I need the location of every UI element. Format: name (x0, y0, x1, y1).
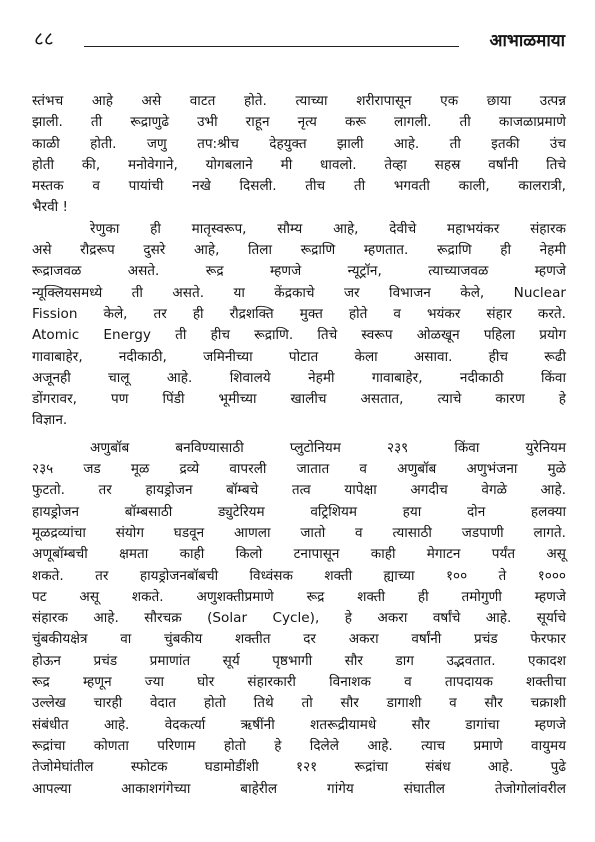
text-line: आपल्या आकाशगंगेच्या बाहेरील गांगेय संघातील तेजोगोलांवरील (32, 780, 566, 797)
text-line: मस्तक व पायांची नखे दिसली. तीच ती भगवती काली, कालरात्री, (32, 178, 566, 195)
text-line: काळी होती. जणु तप:श्रीच देहयुक्त झाली आहे. ती इतकी उंच (32, 135, 566, 152)
text-line: Fission केले, तर ही रौद्रशक्ति मुक्त होते व भयंकर संहार करते. (32, 305, 566, 322)
text-line: होती की, मनोवेगाने, योगबलाने मी धावलो. तेव्हा सहस्र वर्षांनी तिचे (32, 156, 566, 173)
text-line: शकते. तर हायड्रोजनबॉबची विध्वंसक शक्ती ह्याच्या १०० ते १००० (32, 567, 566, 584)
text-line: रूद्र म्हणून ज्या घोर संहारकारी विनाशक व तापदायक शक्तीचा (32, 674, 566, 691)
running-title: आभाळमाया (489, 31, 565, 51)
text-line: अणुबॉब बनविण्यासाठी प्लुटोनियम २३९ किंवा युरेनियम (90, 439, 566, 456)
text-line: न्यूक्लियसमध्ये ती असते. या केंद्रकाचे जर विभाजन केले, Nuclear (32, 284, 566, 301)
text-line: पट असू शकते. अणुशक्तीप्रमाणे रूद्र शक्ती ही तमोगुणी म्हणजे (32, 588, 566, 605)
text-line: फुटतो. तर हायड्रोजन बॉम्बचे तत्व यापेक्षा अगदीच वेगळे आहे. (32, 482, 566, 499)
text-line: स्तंभच आहे असे वाटत होते. त्याच्या शरीरापासून एक छाया उत्पन्न (32, 93, 566, 109)
text-line: होऊन प्रचंड प्रमाणांत सूर्य पृष्ठभागी सौर डाग उद्भवतात. एकादश (32, 652, 566, 669)
text-line: झाली. ती रूद्राणुढे उभी राहून नृत्य करू लागली. ती काजळाप्रमाणे (32, 114, 566, 131)
text-line: संहारक आहे. सौरचक्र (Solar Cycle), हे अकरा वर्षांचे आहे. सूर्याचे (32, 610, 566, 627)
text-line: चुंबकीयक्षेत्र वा चुंबकीय शक्तीत दर अकरा वर्षांनी प्रचंड फेरफार (32, 631, 566, 648)
page-number: ८८ (34, 28, 54, 50)
text-line: २३५ जड मूळ द्रव्ये वापरली जातात व अणुबॉब अणुभंजना मुळे (32, 461, 566, 478)
text-line: भैरवी ! (32, 199, 68, 216)
text-line: अणूबॉम्बची क्षमता काही किलो टनापासून काही मेगाटन पर्यंत असू (32, 546, 566, 563)
text-line: गावाबाहेर, नदीकाठी, जमिनीच्या पोटात केला असावा. हीच रूढी (32, 348, 566, 365)
text-line: मूळद्रव्यांचा संयोग घडवून आणला जातो व त्यासाठी जडपाणी लागते. (32, 524, 566, 541)
text-line: हायड्रोजन बॉम्बसाठी ड्युटेरियम वट्रिशियम हया दोन हलक्या (32, 503, 566, 520)
text-line: तेजोमेघांतील स्फोटक घडामोडींशी १२१ रूद्रांचा संबंध आहे. पुढे (32, 759, 566, 776)
text-line: असे रौद्ररूप दुसरे आहे, तिला रूद्राणि म्हणतात. रूद्राणि ही नेहमी (32, 242, 566, 259)
text-line: रेणुका ही मातृस्वरूप, सौम्य आहे, देवीचे महाभयंकर संहारक (90, 220, 566, 237)
body-text (32, 91, 566, 800)
header-rule (84, 46, 459, 47)
text-line: उल्लेख चारही वेदात होतो तिथे तो सौर डागाशी व सौर चक्राशी (32, 695, 566, 712)
text-line: रूद्राजवळ असते. रूद्र म्हणजे न्यूट्रॉन, त्याच्याजवळ म्हणजे (32, 263, 566, 280)
text-line: अजूनही चालू आहे. शिवालये नेहमी गावाबाहेर, नदीकाठी किंवा (32, 369, 566, 386)
text-line: विज्ञान. (32, 412, 68, 429)
text-line: रूद्रांचा कोणता परिणाम होतो हे दिलेले आहे. त्याच प्रमाणे वायुमय (32, 737, 566, 754)
text-line: Atomic Energy ती हीच रूद्राणि. तिचे स्वरूप ओळखून पहिला प्रयोग (32, 327, 566, 344)
text-line: डोंगरावर, पण पिंडी भूमीच्या खालीच असतात, त्याचे कारण हे (32, 391, 566, 408)
text-line: संबंधीत आहे. वेदकर्त्या ऋषींनी शतरूद्रीयामधे सौर डागांचा म्हणजे (32, 716, 566, 733)
